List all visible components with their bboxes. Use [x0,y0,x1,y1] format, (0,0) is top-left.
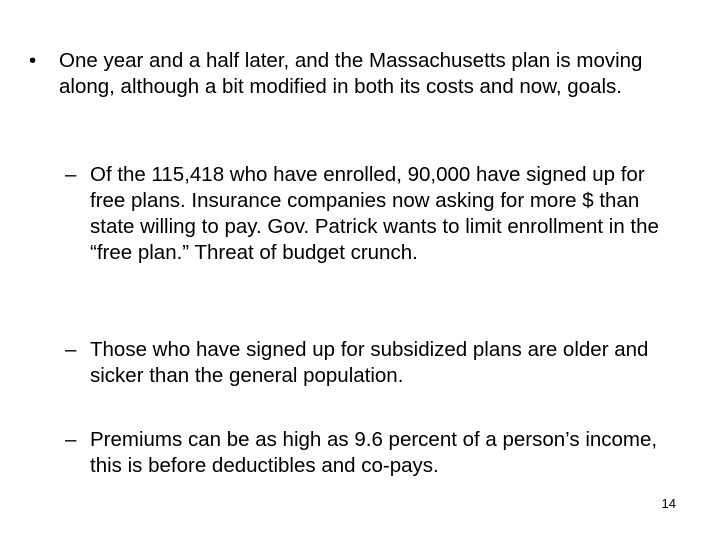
page-number: 14 [661,496,676,511]
sub-bullet-marker: – [65,428,77,451]
sub-bullet-marker: – [65,338,77,361]
sub-bullet-text: Those who have signed up for subsidized plans are older and sicker than the general population. [90,338,649,387]
sub-bullet-premiums [65,427,685,479]
bullet-marker: • [29,49,37,72]
sub-bullet-subsidized [65,337,685,389]
sub-bullet-text: Premiums can be as high as 9.6 percent of a person’s income, this is before deductibles and co-pays. [90,428,658,477]
sub-bullet-enrollment [65,162,685,266]
main-bullet-text: One year and a half later, and the Massachusetts plan is moving along, although a bit modified in both its costs and now, goals. [59,49,643,98]
main-bullet [29,48,689,100]
sub-bullet-marker: – [65,163,77,186]
sub-bullet-text: Of the 115,418 who have enrolled, 90,000 have signed up for free plans. Insurance companies now asking for more $ than state willing to pay. Gov. Patrick wants to limit enrollment in the “free plan.” Threat of budget crunch. [90,163,659,264]
